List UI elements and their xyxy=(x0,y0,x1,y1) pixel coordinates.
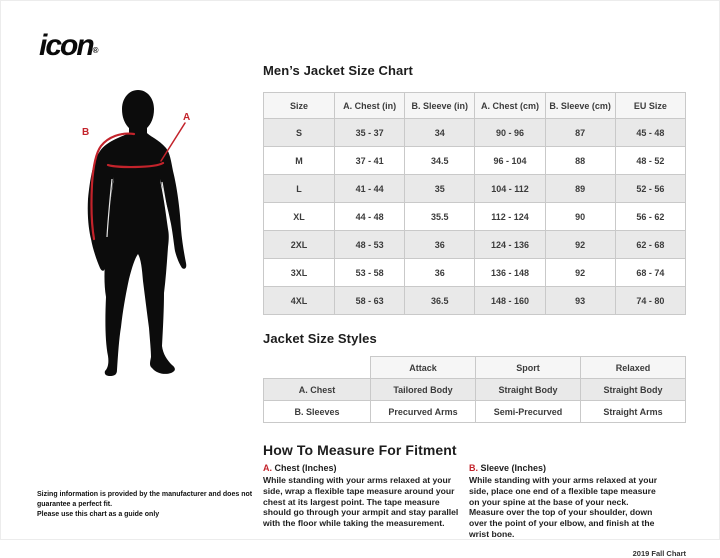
cell: 3XL xyxy=(264,259,335,287)
sleeve-heading-text: Sleeve (Inches) xyxy=(480,463,547,473)
cell: M xyxy=(264,147,335,175)
table-row-2xl xyxy=(264,231,686,259)
cell: 136 - 148 xyxy=(475,259,545,287)
style-chart-table xyxy=(263,356,686,423)
chest-measure-label: A xyxy=(183,112,191,123)
cell: 148 - 160 xyxy=(475,287,545,315)
cell: 52 - 56 xyxy=(615,175,685,203)
sleeve-measure-label: B xyxy=(82,127,90,138)
sleeve-measure-heading xyxy=(469,463,665,473)
charts-column xyxy=(263,63,686,558)
cell: 35 - 37 xyxy=(335,119,405,147)
col-header-chest-cm: A. Chest (cm) xyxy=(475,93,545,119)
size-chart-table xyxy=(263,92,686,315)
cell: 88 xyxy=(545,147,615,175)
blank-corner-cell xyxy=(264,357,371,379)
col-header-attack: Attack xyxy=(371,357,476,379)
cell: 87 xyxy=(545,119,615,147)
chest-heading-text: Chest (Inches) xyxy=(274,463,337,473)
cell: Precurved Arms xyxy=(371,401,476,423)
cell: 36 xyxy=(405,259,475,287)
cell: 4XL xyxy=(264,287,335,315)
cell: 93 xyxy=(545,287,615,315)
cell: Tailored Body xyxy=(371,379,476,401)
cell: Semi-Precurved xyxy=(476,401,581,423)
style-row-chest xyxy=(264,379,686,401)
cell: 58 - 63 xyxy=(335,287,405,315)
table-row-4xl xyxy=(264,287,686,315)
measure-instructions xyxy=(263,463,686,540)
measure-section-title: How To Measure For Fitment xyxy=(263,442,457,458)
body-silhouette-figure xyxy=(71,87,211,377)
logo-wordmark: icon xyxy=(39,29,93,62)
chest-pointer-line xyxy=(161,123,185,161)
cell: 104 - 112 xyxy=(475,175,545,203)
cell: 48 - 53 xyxy=(335,231,405,259)
cell: 68 - 74 xyxy=(615,259,685,287)
disclaimer-line-1: Sizing information is provided by the manufacturer and does not guarantee a perfect fit. xyxy=(37,491,253,509)
col-header-relaxed: Relaxed xyxy=(581,357,686,379)
col-header-size: Size xyxy=(264,93,335,119)
cell: Straight Body xyxy=(476,379,581,401)
col-header-chest-in: A. Chest (in) xyxy=(335,93,405,119)
icon-brand-logo xyxy=(39,29,99,63)
cell: 44 - 48 xyxy=(335,203,405,231)
col-header-sleeve-in: B. Sleeve (in) xyxy=(405,93,475,119)
table-row-xl xyxy=(264,203,686,231)
col-header-eu-size: EU Size xyxy=(615,93,685,119)
sleeve-measure-instructions xyxy=(469,463,665,540)
cell: 89 xyxy=(545,175,615,203)
cell: 62 - 68 xyxy=(615,231,685,259)
cell: 45 - 48 xyxy=(615,119,685,147)
cell: 92 xyxy=(545,231,615,259)
cell: XL xyxy=(264,203,335,231)
col-header-sport: Sport xyxy=(476,357,581,379)
sleeve-letter: B. xyxy=(469,463,478,473)
table-row-m xyxy=(264,147,686,175)
chest-letter: A. xyxy=(263,463,272,473)
size-chart-header-row xyxy=(264,93,686,119)
row-label: A. Chest xyxy=(264,379,371,401)
disclaimer-line-2: Please use this chart as a guide only xyxy=(37,511,160,519)
cell: 48 - 52 xyxy=(615,147,685,175)
size-chart-title: Men’s Jacket Size Chart xyxy=(263,63,413,78)
chart-version-label: 2019 Fall Chart xyxy=(632,548,686,558)
table-row-l xyxy=(264,175,686,203)
style-chart-title: Jacket Size Styles xyxy=(263,331,377,346)
cell: 36.5 xyxy=(405,287,475,315)
cell: 34 xyxy=(405,119,475,147)
cell: 90 xyxy=(545,203,615,231)
chest-measure-body: While standing with your arms relaxed at your side, wrap a flexible tape measure around your chest at its largest point. The tape measure should go through your armpit and stay parallel with the floor while taking the measurement. xyxy=(263,475,459,529)
cell: 37 - 41 xyxy=(335,147,405,175)
cell: 53 - 58 xyxy=(335,259,405,287)
table-row-3xl xyxy=(264,259,686,287)
row-label: B. Sleeves xyxy=(264,401,371,423)
col-header-sleeve-cm: B. Sleeve (cm) xyxy=(545,93,615,119)
cell: 41 - 44 xyxy=(335,175,405,203)
cell: 92 xyxy=(545,259,615,287)
cell: 36 xyxy=(405,231,475,259)
sleeve-measure-body: While standing with your arms relaxed at your side, place one end of a flexible tape measure on your spine at the base of your neck. Measure over the top of your shoulder, down over the point of your elbow, and finish at the wrist bone. xyxy=(469,475,658,540)
cell: Straight Body xyxy=(581,379,686,401)
style-row-sleeves xyxy=(264,401,686,423)
registered-trademark-icon: ® xyxy=(92,46,99,55)
cell: 74 - 80 xyxy=(615,287,685,315)
cell: S xyxy=(264,119,335,147)
cell: 2XL xyxy=(264,231,335,259)
style-chart-header-row xyxy=(264,357,686,379)
cell: 34.5 xyxy=(405,147,475,175)
sizing-disclaimer xyxy=(37,490,267,520)
cell: 96 - 104 xyxy=(475,147,545,175)
cell: 124 - 136 xyxy=(475,231,545,259)
cell: 35 xyxy=(405,175,475,203)
cell: 35.5 xyxy=(405,203,475,231)
cell: Straight Arms xyxy=(581,401,686,423)
cell: 112 - 124 xyxy=(475,203,545,231)
chest-measure-instructions xyxy=(263,463,459,540)
cell: 90 - 96 xyxy=(475,119,545,147)
cell: 56 - 62 xyxy=(615,203,685,231)
table-row-s xyxy=(264,119,686,147)
cell: L xyxy=(264,175,335,203)
chest-measure-heading xyxy=(263,463,459,473)
